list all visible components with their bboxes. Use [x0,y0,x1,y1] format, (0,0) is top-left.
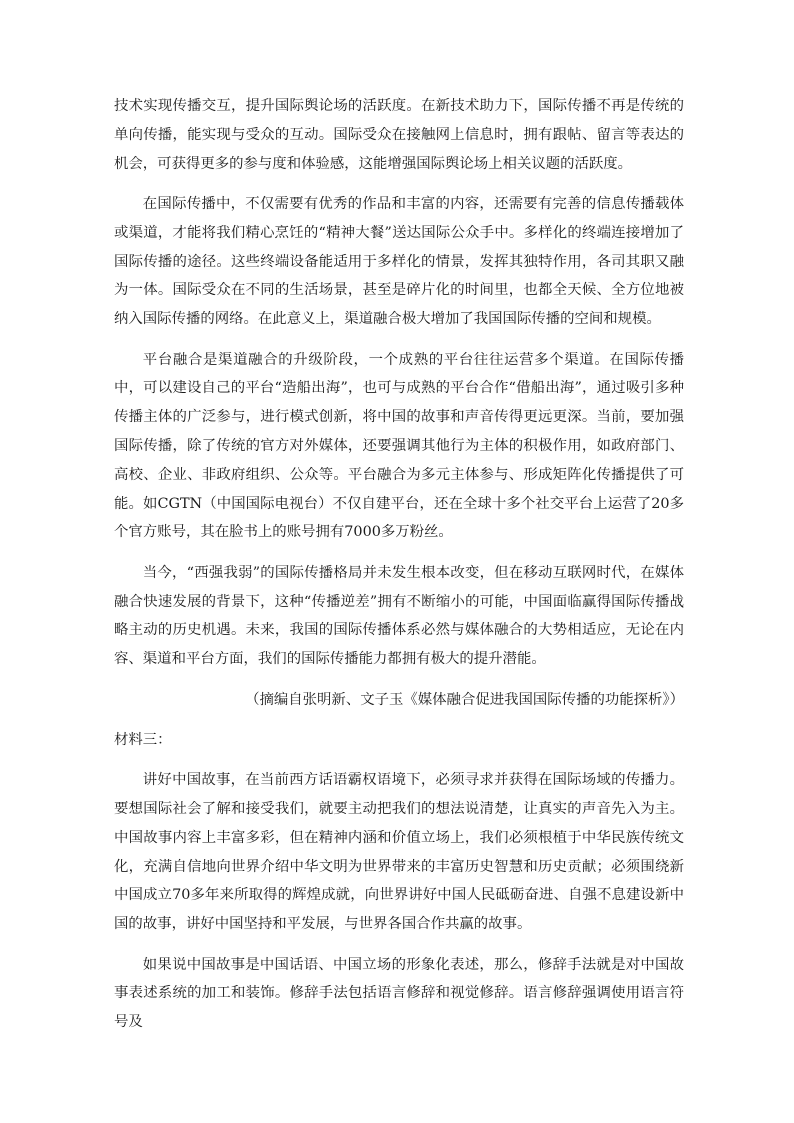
paragraph-china-story: 讲好中国故事，在当前西方话语霸权语境下，必须寻求并获得在国际场域的传播力。要想国际社会了解和接受我们，就要主动把我们的想法说清楚，让真实的声音先入为主。中国故事内容上丰富多彩，但在精神内涵和价值立场上，我们必须根植于中华民族传统文化，充满自信地向世界介绍中华文明为世界带来的丰富历史智慧和历史贡献；必须围绕新中国成立70多年来所取得的辉煌成就，向世界讲好中国人民砥砺奋进、自强不息建设新中国的故事，讲好中国坚持和平发展，与世界各国合作共赢的故事。 [114,772,684,933]
paragraph-platform-fusion: 平台融合是渠道融合的升级阶段，一个成熟的平台往往运营多个渠道。在国际传播中，可以建设自己的平台“造船出海”，也可与成熟的平台合作“借船出海”，通过吸引多种传播主体的广泛参与，进行模式创新，将中国的故事和声音传得更远更深。当前，要加强国际传播，除了传统的官方对外媒体，还要强调其他行为主体的积极作用，如政府部门、高校、企业、非政府组织、公众等。平台融合为多元主体参与、形成矩阵化传播提供了可能。如CGTN（中国国际电视台）不仅自建平台，还在全球十多个社交平台上运营了20多个官方账号，其在脸书上的账号拥有7000多万粉丝。 [114,351,684,541]
paragraph-channel-fusion: 在国际传播中，不仅需要有优秀的作品和丰富的内容，还需要有完善的信息传播载体或渠道，才能将我们精心烹饪的“精神大餐”送达国际公众手中。多样化的终端连接增加了国际传播的途径。这些终端设备能适用于多样化的情景，发挥其独特作用，各司其职又融为一体。国际受众在不同的生活场景，甚至是碎片化的时间里，也都全天候、全方位地被纳入国际传播的网络。在此意义上，渠道融合极大增加了我国国际传播的空间和规模。 [114,195,684,328]
paragraph-communication-gap: 当今，“西强我弱”的国际传播格局并未发生根本改变，但在移动互联网时代，在媒体融合快速发展的背景下，这种“传播逆差”拥有不断缩小的可能，中国面临赢得国际传播战略主动的历史机遇。未来，我国的国际传播体系必然与媒体融合的大势相适应，无论在内容、渠道和平台方面，我们的国际传播能力都拥有极大的提升潜能。 [114,564,684,668]
source-citation: （摘编自张明新、文子玉《媒体融合促进我国国际传播的功能探析》） [245,691,684,708]
document-page [114,92,684,1049]
material-three-heading: 材料三： [114,731,172,748]
paragraph-rhetoric: 如果说中国故事是中国话语、中国立场的形象化表述，那么，修辞手法就是对中国故事表述系统的加工和装饰。修辞手法包括语言修辞和视觉修辞。语言修辞强调使用语言符号及 [114,956,684,1031]
paragraph-interaction: 技术实现传播交互，提升国际舆论场的活跃度。在新技术助力下，国际传播不再是传统的单向传播，能实现与受众的互动。国际受众在接触网上信息时，拥有跟帖、留言等表达的机会，可获得更多的参与度和体验感，这能增强国际舆论场上相关议题的活跃度。 [114,98,684,172]
